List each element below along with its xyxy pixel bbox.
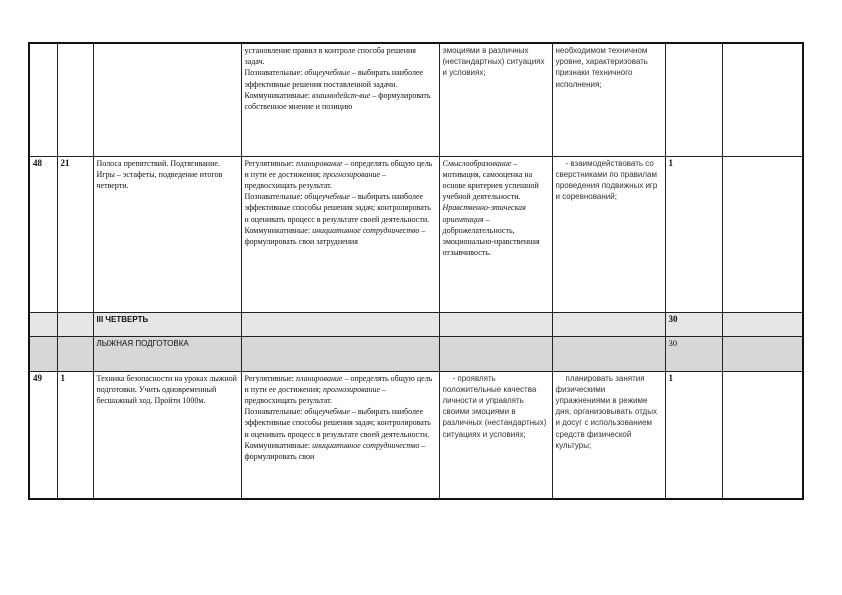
lesson-number-cell: 49	[29, 371, 57, 499]
section-title: III ЧЕТВЕРТЬ	[93, 312, 241, 336]
extra-cell	[722, 43, 803, 156]
table-row	[29, 156, 803, 312]
section-hours-cell: 30	[665, 312, 722, 336]
uud-cell	[241, 43, 439, 156]
uud-paragraph: Познавательные: общеучебные – выбирать наиболее эффективные способы решения задач; контролировать и оценивать процесс в результате своей деятельности.	[244, 192, 431, 224]
table-row	[29, 371, 803, 499]
extra-cell	[722, 371, 803, 499]
uud-paragraph: установление правил в контроле способа решения задач.	[244, 46, 416, 67]
table-row	[29, 43, 803, 156]
topic-cell: Техника безопасности на уроках лыжной подготовки. Учить одновременный бесшажный ход. Пройти 1000м.	[93, 371, 241, 499]
lesson-index-cell: 21	[57, 156, 93, 312]
personal-results-cell: эмоциями в различных (нестандартных) ситуациях и условиях;	[439, 43, 552, 156]
subject-results-cell: планировать занятия физическими упражнениями в режиме дня, организовывать отдых и досуг с использованием средств физической культуры;	[552, 371, 665, 499]
personal-results-cell: Смыслообразование – мотивация, самооценка на основе критериев успешной учебной деятельности. Нравственно-этическая ориентация – доброжелательность, эмоционально-нравственная отзывчивость.	[439, 156, 552, 312]
uud-paragraph: Коммуникативные: инициативное сотрудничество – формулировать свои затруднения	[244, 225, 426, 246]
topic-cell	[93, 43, 241, 156]
uud-paragraph: Коммуникативные: инициативное сотрудничество – формулировать свои	[244, 440, 426, 461]
personal-results-cell: - проявлять положительные качества личности и управлять своими эмоциями в различных (нестандартных) ситуациях и условиях;	[439, 371, 552, 499]
lesson-index-cell: 1	[57, 371, 93, 499]
uud-paragraph: Регулятивные: планирование – определять общую цель и пути ее достижения; прогнозирование – предвосхищать результат.	[244, 373, 433, 405]
extra-cell	[722, 156, 803, 312]
uud-cell	[241, 371, 439, 499]
subject-results-cell: - взаимодействовать со сверстниками по правилам проведения подвижных игр и соревнований;	[552, 156, 665, 312]
uud-paragraph: Познавательные: общеучебные – выбирать наиболее эффективные решения поставленной задачи.	[244, 68, 424, 89]
hours-cell: 1	[665, 371, 722, 499]
topic-cell: Полоса препятствий. Подтягивание. Игры – эстафеты, подведение итогов четверти.	[93, 156, 241, 312]
section-row	[29, 312, 803, 336]
uud-paragraph: Коммуникативные: взаимодейст-вие – формулировать собственное мнение и позицию	[244, 90, 431, 112]
lesson-number-cell: 48	[29, 156, 57, 312]
lesson-plan-table	[28, 42, 804, 500]
hours-cell	[665, 43, 722, 156]
section-row	[29, 336, 803, 371]
subject-results-cell: необходимом техничном уровне, характеризовать признаки техничного исполнения;	[552, 43, 665, 156]
lesson-number-cell	[29, 43, 57, 156]
section-hours-cell: 30	[665, 336, 722, 371]
hours-cell: 1	[665, 156, 722, 312]
lesson-index-cell	[57, 43, 93, 156]
uud-paragraph: Познавательные: общеучебные – выбирать наиболее эффективные способы решения задач; контролировать и оценивать процесс в результате своей деятельности.	[244, 407, 431, 439]
uud-paragraph: Регулятивные: планирование – определять общую цель и пути ее достижения; прогнозирование – предвосхищать результат.	[244, 158, 433, 190]
uud-cell	[241, 156, 439, 312]
section-title: ЛЫЖНАЯ ПОДГОТОВКА	[93, 336, 241, 371]
